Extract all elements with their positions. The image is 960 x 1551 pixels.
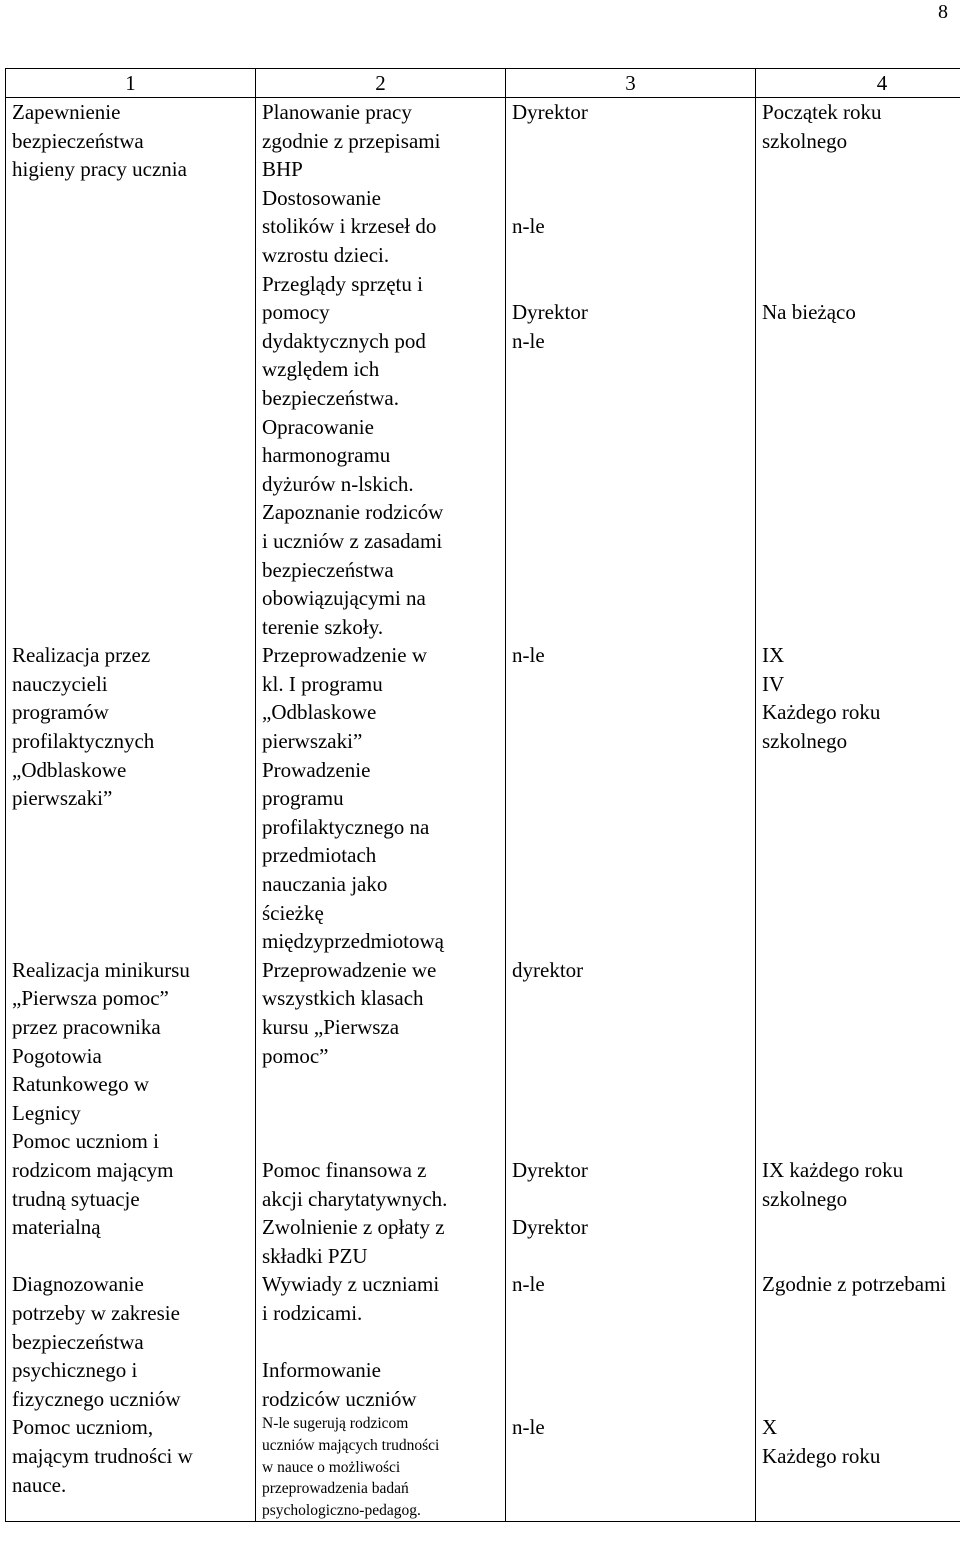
method-line: zgodnie z przepisami bbox=[262, 128, 441, 153]
deadline-cell bbox=[756, 98, 960, 642]
task-line: higieny pracy ucznia bbox=[12, 157, 187, 182]
method-line: Pomoc finansowa z bbox=[262, 1157, 427, 1182]
deadline-line: szkolnego bbox=[762, 1186, 848, 1211]
table-row bbox=[6, 98, 960, 642]
responsible-line bbox=[512, 155, 749, 184]
responsible-line: dyrektor bbox=[512, 957, 584, 982]
method-line: względem ich bbox=[262, 357, 380, 382]
method-line: bezpieczeństwa bbox=[262, 557, 394, 582]
deadline-line: Zgodnie z potrzebami bbox=[762, 1272, 947, 1297]
method-line: i rodzicami. bbox=[262, 1300, 363, 1325]
responsible-cell bbox=[506, 1413, 756, 1521]
method-line: terenie szkoły. bbox=[262, 614, 384, 639]
deadline-line: IV bbox=[762, 671, 785, 696]
task-line: mającym trudności w bbox=[12, 1443, 193, 1468]
method-line: i uczniów z zasadami bbox=[262, 528, 443, 553]
method-line: programu bbox=[262, 786, 344, 811]
responsible-line bbox=[512, 1185, 749, 1214]
responsible-line: Dyrektor bbox=[512, 100, 588, 124]
method-line: stolików i krzeseł do bbox=[262, 214, 437, 239]
task-line: fizycznego uczniów bbox=[12, 1386, 181, 1411]
method-line: nauczania jako bbox=[262, 872, 388, 897]
task-cell bbox=[6, 1127, 256, 1270]
responsible-cell bbox=[506, 956, 756, 1128]
deadline-line bbox=[762, 241, 960, 270]
table-row bbox=[6, 641, 960, 956]
method-cell bbox=[256, 98, 506, 642]
method-line: Zapoznanie rodziców bbox=[262, 500, 444, 525]
task-line: „Odblaskowe bbox=[12, 757, 127, 782]
responsible-cell bbox=[506, 1127, 756, 1270]
deadline-line: Każdego roku bbox=[762, 1443, 881, 1468]
task-cell bbox=[6, 1270, 256, 1413]
method-line: psychologiczno-pedagog. bbox=[262, 1501, 421, 1519]
method-line: Przeprowadzenie w bbox=[262, 643, 428, 668]
method-line: rodziców uczniów bbox=[262, 1386, 417, 1411]
deadline-line: Każdego roku bbox=[762, 700, 881, 725]
task-line: Zapewnienie bbox=[12, 100, 121, 124]
table-row bbox=[6, 1270, 960, 1413]
method-line: Informowanie bbox=[262, 1358, 381, 1383]
task-line: trudną sytuacje bbox=[12, 1186, 140, 1211]
header-row bbox=[6, 69, 960, 98]
deadline-line: IX każdego roku bbox=[762, 1157, 904, 1182]
task-line: psychicznego i bbox=[12, 1358, 138, 1383]
deadline-line bbox=[762, 155, 960, 184]
header-col-1: 1 bbox=[6, 69, 256, 98]
task-line: Pomoc uczniom i bbox=[12, 1129, 159, 1154]
responsible-line bbox=[512, 241, 749, 270]
method-line: pomocy bbox=[262, 300, 330, 325]
task-line: programów bbox=[12, 700, 109, 725]
task-line: potrzeby w zakresie bbox=[12, 1300, 180, 1325]
deadline-line: szkolnego bbox=[762, 729, 848, 754]
deadline-cell bbox=[756, 956, 960, 1128]
deadline-cell bbox=[756, 1413, 960, 1521]
method-line: Opracowanie bbox=[262, 414, 374, 439]
method-line: pomoc” bbox=[262, 1043, 329, 1068]
method-cell bbox=[256, 956, 506, 1128]
task-cell bbox=[6, 956, 256, 1128]
responsible-line: n-le bbox=[512, 1272, 545, 1297]
method-line: akcji charytatywnych. bbox=[262, 1186, 448, 1211]
deadline-line: szkolnego bbox=[762, 128, 848, 153]
responsible-cell bbox=[506, 1270, 756, 1413]
table-row bbox=[6, 1413, 960, 1521]
task-line: Pomoc uczniom, bbox=[12, 1415, 154, 1440]
method-line: „Odblaskowe bbox=[262, 700, 377, 725]
task-line: Realizacja przez bbox=[12, 643, 151, 668]
method-line: uczniów mających trudności bbox=[262, 1436, 440, 1454]
method-cell bbox=[256, 1127, 506, 1270]
deadline-line: IX bbox=[762, 643, 785, 668]
responsible-line bbox=[512, 270, 749, 299]
method-line: Wywiady z uczniami bbox=[262, 1272, 440, 1297]
method-line: dydaktycznych pod bbox=[262, 328, 426, 353]
responsible-line: Dyrektor bbox=[512, 1157, 588, 1182]
table-row bbox=[6, 956, 960, 1128]
task-cell bbox=[6, 98, 256, 642]
plan-table bbox=[5, 68, 960, 1522]
method-line: obowiązującymi na bbox=[262, 586, 426, 611]
responsible-line: n-le bbox=[512, 1415, 545, 1440]
method-line: Prowadzenie bbox=[262, 757, 371, 782]
task-line: Diagnozowanie bbox=[12, 1272, 144, 1297]
page-number: 8 bbox=[938, 1, 948, 23]
task-line: Legnicy bbox=[12, 1100, 81, 1125]
method-line: dyżurów n-lskich. bbox=[262, 471, 414, 496]
responsible-cell bbox=[506, 98, 756, 642]
responsible-line: n-le bbox=[512, 214, 545, 239]
method-line: Planowanie pracy bbox=[262, 100, 412, 124]
task-cell bbox=[6, 1413, 256, 1521]
task-line: bezpieczeństwa bbox=[12, 128, 144, 153]
header-col-2: 2 bbox=[256, 69, 506, 98]
deadline-line: X bbox=[762, 1415, 778, 1440]
method-line: składki PZU bbox=[262, 1243, 368, 1268]
method-line: BHP bbox=[262, 157, 303, 182]
deadline-line bbox=[762, 270, 960, 299]
method-line: Zwolnienie z opłaty z bbox=[262, 1215, 445, 1240]
responsible-line: Dyrektor bbox=[512, 300, 588, 325]
method-line: pierwszaki” bbox=[262, 729, 363, 754]
task-line: bezpieczeństwa bbox=[12, 1329, 144, 1354]
task-line: rodzicom mającym bbox=[12, 1157, 174, 1182]
task-line: Pogotowia bbox=[12, 1043, 102, 1068]
method-line: międzyprzedmiotową bbox=[262, 929, 444, 954]
task-line: nauce. bbox=[12, 1472, 67, 1497]
task-line: „Pierwsza pomoc” bbox=[12, 986, 169, 1011]
responsible-line bbox=[512, 184, 749, 213]
task-line: nauczycieli bbox=[12, 671, 108, 696]
method-line: Przeprowadzenie we bbox=[262, 957, 437, 982]
deadline-cell bbox=[756, 641, 960, 956]
method-line: wzrostu dzieci. bbox=[262, 242, 390, 267]
method-line: Dostosowanie bbox=[262, 185, 381, 210]
deadline-line: Na bieżąco bbox=[762, 300, 856, 325]
deadline-line: Początek roku bbox=[762, 100, 882, 124]
task-line: materialną bbox=[12, 1215, 101, 1240]
responsible-line: Dyrektor bbox=[512, 1215, 588, 1240]
method-line: bezpieczeństwa. bbox=[262, 385, 400, 410]
header-col-4: 4 bbox=[756, 69, 960, 98]
method-line: kursu „Pierwsza bbox=[262, 1015, 400, 1039]
deadline-line bbox=[762, 184, 960, 213]
task-line: przez pracownika bbox=[12, 1015, 161, 1039]
method-line: kl. I programu bbox=[262, 671, 383, 696]
method-line: N-le sugerują rodzicom bbox=[262, 1415, 409, 1433]
responsible-line bbox=[512, 127, 749, 156]
method-line: ścieżkę bbox=[262, 900, 324, 925]
method-line: przeprowadzenia badań bbox=[262, 1480, 409, 1498]
method-line: harmonogramu bbox=[262, 443, 391, 468]
method-cell bbox=[256, 1270, 506, 1413]
method-line bbox=[262, 1127, 499, 1156]
task-line: Realizacja minikursu bbox=[12, 957, 190, 982]
method-line: profilaktycznego na bbox=[262, 814, 430, 839]
method-line: przedmiotach bbox=[262, 843, 377, 868]
method-cell bbox=[256, 641, 506, 956]
task-line: Ratunkowego w bbox=[12, 1072, 150, 1097]
deadline-cell bbox=[756, 1270, 960, 1413]
task-cell bbox=[6, 641, 256, 956]
method-line: Przeglądy sprzętu i bbox=[262, 271, 423, 296]
method-line: w nauce o możliwości bbox=[262, 1458, 401, 1476]
method-line bbox=[262, 1328, 499, 1357]
responsible-line bbox=[512, 1127, 749, 1156]
responsible-line: n-le bbox=[512, 643, 545, 668]
task-line: pierwszaki” bbox=[12, 786, 113, 811]
deadline-line bbox=[762, 1127, 960, 1156]
deadline-cell bbox=[756, 1127, 960, 1270]
table-row bbox=[6, 1127, 960, 1270]
method-line: wszystkich klasach bbox=[262, 986, 424, 1011]
responsible-line: n-le bbox=[512, 328, 545, 353]
responsible-cell bbox=[506, 641, 756, 956]
deadline-line bbox=[762, 212, 960, 241]
method-cell bbox=[256, 1413, 506, 1521]
header-col-3: 3 bbox=[506, 69, 756, 98]
task-line: profilaktycznych bbox=[12, 729, 155, 754]
